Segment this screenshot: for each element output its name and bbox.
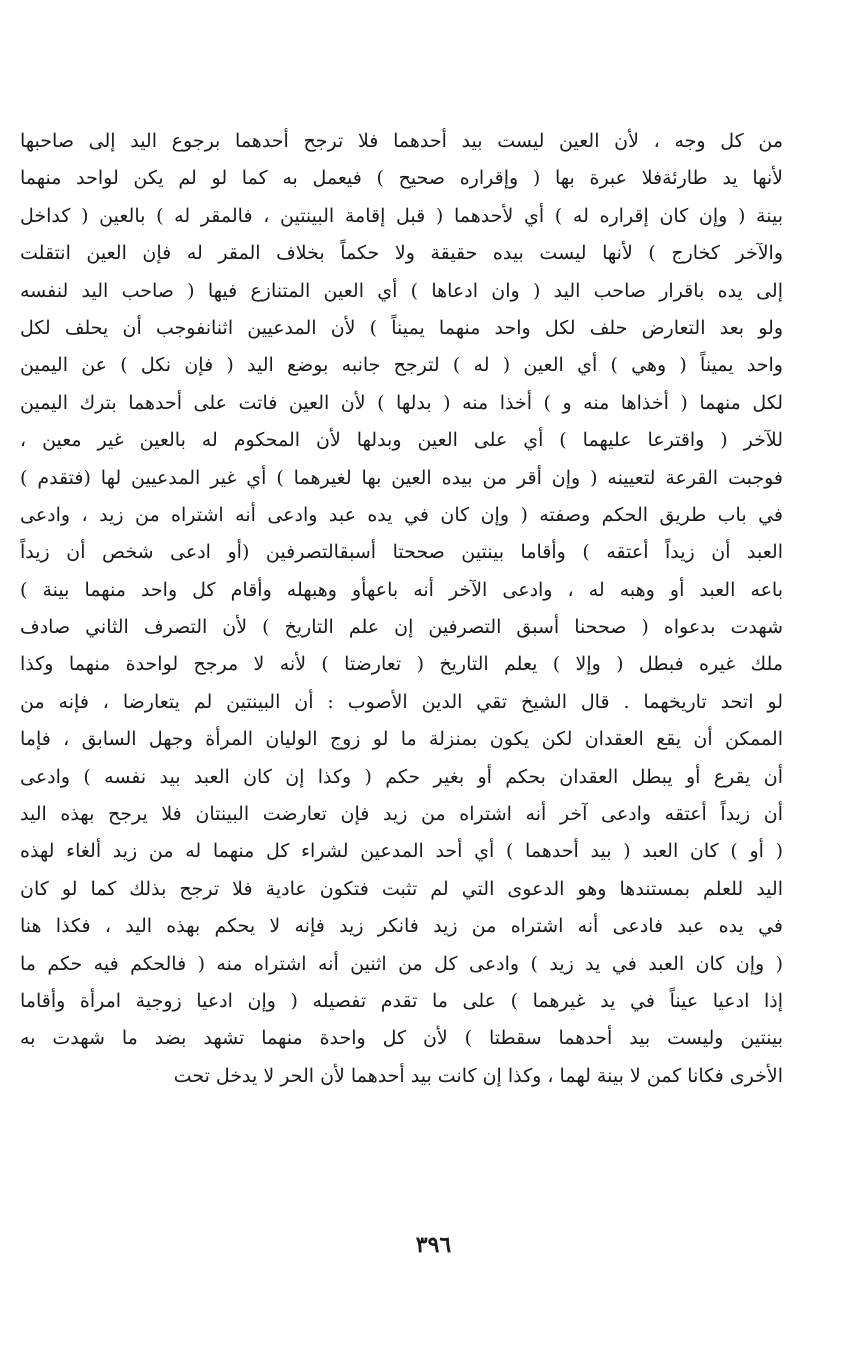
text-line: ملك غيره فبطل ( وإلا ) يعلم التاريخ ( تعارضتا ) لأنه لا مرجح لواحدة منهما وكذا <box>20 653 783 676</box>
text-line: العبد أن زيداً أعتقه ) وأقاما بينتين صححتا أسبقالتصرفين (أو ادعى شخص أن زيداً <box>20 541 783 564</box>
text-line: في يده عبد فادعى أنه اشتراه من زيد فانكر زيد فإنه لا يحكم بهذه اليد ، فكذا هنا <box>20 915 783 938</box>
text-line: بينة ( وإن كان إقراره له ) أي لأحدهما ( قبل إقامة البينتين ، فالمقر له ) بالعين ( كداخل <box>20 204 783 227</box>
page-number: ٣٩٦ <box>415 1232 452 1258</box>
text-line: الأخرى فكانا كمن لا بينة لهما ، وكذا إن كانت بيد أحدهما لأن الحر لا يدخل تحت <box>173 1064 783 1087</box>
text-line: ولو بعد التعارض حلف لكل واحد منهما يميناً ) لأن المدعيين اثنانفوجب أن يحلف لكل <box>20 316 783 339</box>
text-line: لأنها يد طارئةفلا عبرة بها ( وإقراره صحيح ) فيعمل به كما لو لم يكن لواحد منهما <box>20 167 783 190</box>
text-line: شهدت بدعواه ( صححنا أسبق التصرفين إن علم التاريخ ) لأن التصرف الثاني صادف <box>20 616 783 639</box>
body-text <box>20 123 783 1095</box>
text-line: إذا ادعيا عيناً في يد غيرهما ) على ما تقدم تفصيله ( وإن ادعيا زوجية امرأة وأقاما <box>20 989 783 1012</box>
text-line: من كل وجه ، لأن العين ليست بيد أحدهما فلا ترجح أحدهما برجوع اليد إلى صاحبها <box>20 130 783 152</box>
text-line: والآخر كخارج ) لأنها ليست بيده حقيقة ولا حكماً بخلاف المقر له فإن العين انتقلت <box>20 242 783 265</box>
text-line: باعه العبد أو وهبه له ، وادعى الآخر أنه باعهأو وهبهله وأقام كل واحد منهما بينة ) <box>20 578 783 601</box>
text-line: في باب طريق الحكم وصفته ( وإن كان في يده عبد وادعى أنه اشتراه من زيد ، وادعى <box>20 503 783 526</box>
text-line: اليد للعلم بمستندها وهو الدعوى التي لم تثبت فتكون عادية فلا ترجح بذلك كما لو كان <box>20 877 783 900</box>
text-line: إلى يده باقرار صاحب اليد ( وان ادعاها ) أي العين المتنازع فيها ( صاحب اليد لنفسه <box>20 279 783 302</box>
text-line: لكل منهما ( أخذاها منه و ) أخذا منه ( بدلها ) لأن العين فاتت على أحدهما بترك اليمين <box>20 391 783 414</box>
text-line: لو اتحد تاريخهما . قال الشيخ تقي الدين الأصوب : أن البينتين لم يتعارضا ، فإنه من <box>20 690 783 713</box>
text-line: بينتين وليست بيد أحدهما سقطتا ) لأن كل واحدة منهما تشهد بضد ما شهدت به <box>20 1027 783 1050</box>
text-line: للآخر ( واقترعا عليهما ) أي على العين وبدلها لأن المحكوم له بالعين غير معين ، <box>20 429 783 452</box>
text-line: ( وإن كان العبد في يد زيد ) وادعى كل من اثنين أنه اشتراه منه ( فالحكم فيه حكم ما <box>20 952 783 975</box>
text-line: أن يقرع أو يبطل العقدان بحكم أو بغير حكم ( وكذا إن كان العبد بيد نفسه ) وادعى <box>20 765 783 788</box>
text-line: واحد يميناً ( وهي ) أي العين ( له ) لترجح جانبه بوضع اليد ( فإن نكل ) عن اليمين <box>20 354 783 377</box>
text-line: ( أو ) كان العبد ( بيد أحدهما ) أي أحد المدعين لشراء كل منهما له من زيد ألغاء لهذه <box>20 840 783 863</box>
text-line: فوجبت القرعة لتعيينه ( وإن أقر من بيده العين بها لغيرهما ) أي غير المدعيين لها (فتقدم ) <box>20 466 783 489</box>
text-line: أن زيداً أعتقه وادعى آخر أنه اشتراه من زيد فإن تعارضت البينتان فلا يرجح بهذه اليد <box>20 803 783 826</box>
text-line: الممكن أن يقع العقدان لكن يكون بمنزلة ما لو زوج الوليان المرأة وجهل السابق ، فإما <box>20 728 783 751</box>
